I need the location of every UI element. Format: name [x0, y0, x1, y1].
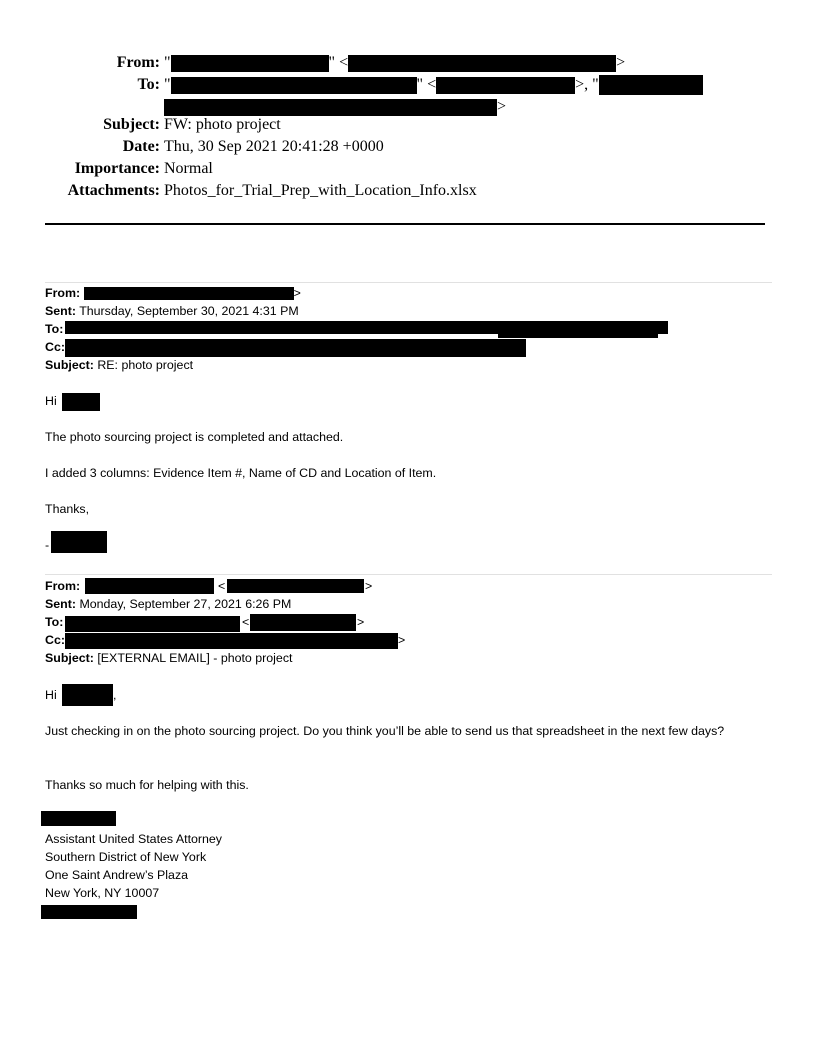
- header-to-value: " " < >, ": [164, 74, 703, 96]
- redaction: [41, 905, 137, 919]
- message2-from: From:: [45, 579, 81, 593]
- header-attachments-label: Attachments:: [67, 182, 160, 199]
- header-attachments-value[interactable]: Photos_for_Trial_Prep_with_Location_Info.xlsx: [164, 182, 477, 199]
- signature-address-line1: One Saint Andrew’s Plaza: [45, 868, 189, 882]
- message1-from: From: >: [45, 286, 301, 300]
- redaction: [227, 579, 364, 593]
- message2-subject: Subject: [EXTERNAL EMAIL] - photo project: [45, 651, 293, 665]
- redaction: [65, 339, 526, 357]
- header-attachments-row: [0, 180, 816, 202]
- message1-subject: Subject: RE: photo project: [45, 358, 194, 372]
- header-to-row-continued: >: [0, 96, 816, 118]
- header-subject-row: [0, 114, 816, 136]
- redaction: [599, 75, 703, 95]
- message-divider: [45, 574, 772, 575]
- redaction: [250, 614, 356, 631]
- redaction: [51, 531, 107, 553]
- message2-cc: Cc:: [45, 633, 65, 647]
- message1-body2: I added 3 columns: Evidence Item #, Name of CD and Location of Item.: [45, 466, 437, 480]
- message-divider: [45, 282, 772, 283]
- header-date-value: Thu, 30 Sep 2021 20:41:28 +0000: [164, 138, 384, 155]
- header-subject-value: FW: photo project: [164, 116, 281, 133]
- message2-body2: Thanks so much for helping with this.: [45, 778, 249, 792]
- redaction: [41, 811, 116, 826]
- redaction: [171, 55, 329, 72]
- header-to-row: [0, 74, 816, 96]
- redaction: [62, 393, 100, 411]
- redaction: [348, 55, 616, 72]
- message1-body1: The photo sourcing project is completed and attached.: [45, 430, 344, 444]
- signature-title: Assistant United States Attorney: [45, 832, 223, 846]
- header-from-label: From:: [116, 54, 160, 71]
- redaction: [436, 77, 575, 94]
- header-importance-value: Normal: [164, 160, 213, 177]
- message2-sent: Sent: Monday, September 27, 2021 6:26 PM: [45, 597, 292, 611]
- header-subject-label: Subject:: [103, 116, 160, 133]
- signature-office: Southern District of New York: [45, 850, 207, 864]
- redaction: [498, 333, 658, 338]
- email-header: [0, 52, 816, 212]
- header-date-label: Date:: [122, 138, 160, 155]
- message1-sent: Sent: Thursday, September 30, 2021 4:31 PM: [45, 304, 299, 318]
- redaction: [65, 616, 240, 632]
- signature-address-line2: New York, NY 10007: [45, 886, 160, 900]
- header-from-value: " " < >: [164, 54, 626, 71]
- redaction: [84, 287, 294, 300]
- redaction: [85, 578, 214, 594]
- header-from-row: [0, 52, 816, 74]
- message1-cc: Cc:: [45, 340, 65, 354]
- redaction: [171, 77, 417, 94]
- header-importance-row: [0, 158, 816, 180]
- header-to-label: To:: [137, 76, 160, 93]
- message1-greeting: Hi: [45, 394, 57, 408]
- message1-closing: Thanks,: [45, 502, 90, 516]
- redaction: [65, 633, 398, 649]
- message2-to: To:: [45, 615, 64, 629]
- message2-body1: Just checking in on the photo sourcing project. Do you think you’ll be able to send us that spreadsheet in the next few days?: [45, 724, 725, 738]
- header-importance-label: Importance:: [74, 160, 160, 177]
- message1-to: To:: [45, 322, 64, 336]
- header-date-row: [0, 136, 816, 158]
- message1-signoff: -: [45, 538, 50, 552]
- header-divider: [45, 223, 765, 225]
- redaction: [62, 684, 113, 706]
- message2-greeting: Hi: [45, 688, 57, 702]
